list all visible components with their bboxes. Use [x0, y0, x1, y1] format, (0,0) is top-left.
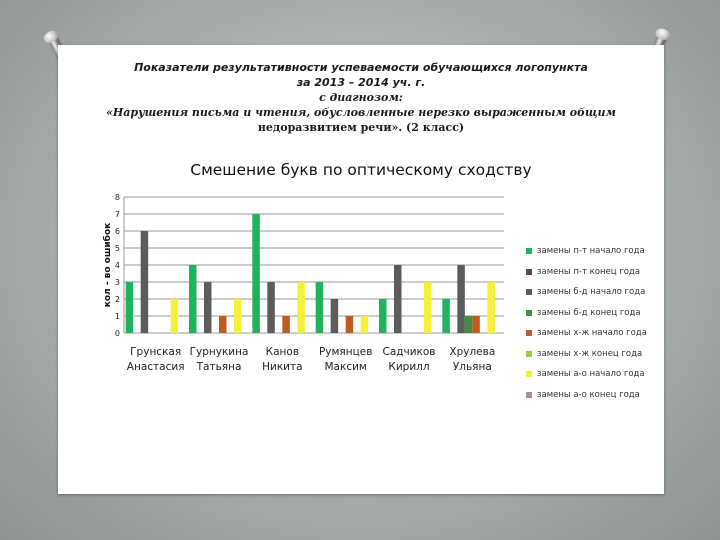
legend-item: [526, 303, 647, 324]
legend-item: [526, 385, 647, 406]
y-tick-label: 7: [114, 210, 120, 219]
legend-label: замены а-о начало года: [537, 369, 645, 380]
bar: [267, 282, 275, 333]
heading-line: «Нарушения письма и чтения, обусловленные нерезко выраженным общим: [106, 106, 616, 119]
x-tick-label: Хрулева: [449, 346, 496, 358]
bar: [394, 265, 402, 333]
legend-swatch: [526, 310, 532, 316]
y-tick-label: 3: [114, 278, 120, 287]
legend-label: замены х-ж конец года: [537, 348, 643, 359]
x-tick-label: Кирилл: [388, 361, 430, 373]
bar: [219, 316, 227, 333]
legend-swatch: [526, 269, 532, 275]
bar: [171, 299, 179, 333]
heading-line: с диагнозом:: [319, 91, 403, 104]
x-tick-label: Максим: [324, 361, 367, 373]
bar: [234, 299, 242, 333]
y-tick-label: 4: [114, 261, 120, 270]
bar: [189, 265, 197, 333]
x-tick-label: Садчиков: [382, 346, 436, 358]
legend-label: замены б-д конец года: [537, 307, 641, 318]
legend-swatch: [526, 248, 532, 254]
legend-label: замены а-о конец года: [537, 389, 640, 400]
bar: [361, 316, 369, 333]
x-tick-label: Никита: [262, 361, 303, 373]
bar: [204, 282, 212, 333]
x-tick-label: Гурнукина: [189, 346, 249, 358]
legend-label: замены п-т начало года: [537, 246, 645, 257]
bar: [424, 282, 432, 333]
bar: [472, 316, 480, 333]
x-tick-label: Грунская: [130, 346, 182, 358]
bar: [126, 282, 133, 333]
x-tick-label: Татьяна: [196, 361, 242, 373]
bar: [346, 316, 354, 333]
legend-item: [526, 344, 647, 365]
x-tick-label: Канов: [265, 346, 300, 358]
bar: [331, 299, 339, 333]
bar: [252, 214, 259, 333]
chart-title: Смешение букв по оптическому сходству: [190, 161, 532, 179]
bar: [379, 299, 387, 333]
y-tick-label: 6: [114, 227, 120, 236]
bar: [141, 231, 149, 333]
legend-item: [526, 282, 647, 303]
legend-swatch: [526, 351, 532, 357]
legend-item: [526, 323, 647, 344]
y-tick-label: 8: [114, 193, 120, 202]
legend-swatch: [526, 392, 532, 398]
legend-label: замены б-д начало года: [537, 287, 646, 298]
legend-item: [526, 262, 647, 283]
bar: [487, 282, 495, 333]
legend-label: замены п-т конец года: [537, 266, 640, 277]
y-tick-label: 2: [114, 295, 120, 304]
x-tick-label: Ульяна: [452, 361, 492, 373]
bar: [465, 316, 473, 333]
bar: [316, 282, 324, 333]
legend-swatch: [526, 371, 532, 377]
bar: [297, 282, 305, 333]
legend-swatch: [526, 330, 532, 336]
heading-line: за 2013 – 2014 уч. г.: [296, 76, 426, 89]
bar: [282, 316, 290, 333]
bar: [457, 265, 465, 333]
y-axis-title: кол - во ошибок: [103, 222, 113, 308]
y-tick-label: 0: [114, 329, 120, 338]
legend-item: [526, 364, 647, 385]
chart-legend: [526, 241, 647, 405]
x-tick-label: Анастасия: [126, 361, 185, 373]
y-tick-label: 5: [114, 244, 120, 253]
y-tick-label: 1: [114, 312, 120, 321]
bar: [442, 299, 450, 333]
x-tick-label: Румянцев: [318, 346, 373, 358]
legend-label: замены х-ж начало года: [537, 328, 647, 339]
legend-item: [526, 241, 647, 262]
heading-line: недоразвитием речи». (2 класс): [257, 121, 465, 134]
heading-line: Показатели результативности успеваемости обучающихся логопункта: [134, 61, 588, 74]
legend-swatch: [526, 289, 532, 295]
